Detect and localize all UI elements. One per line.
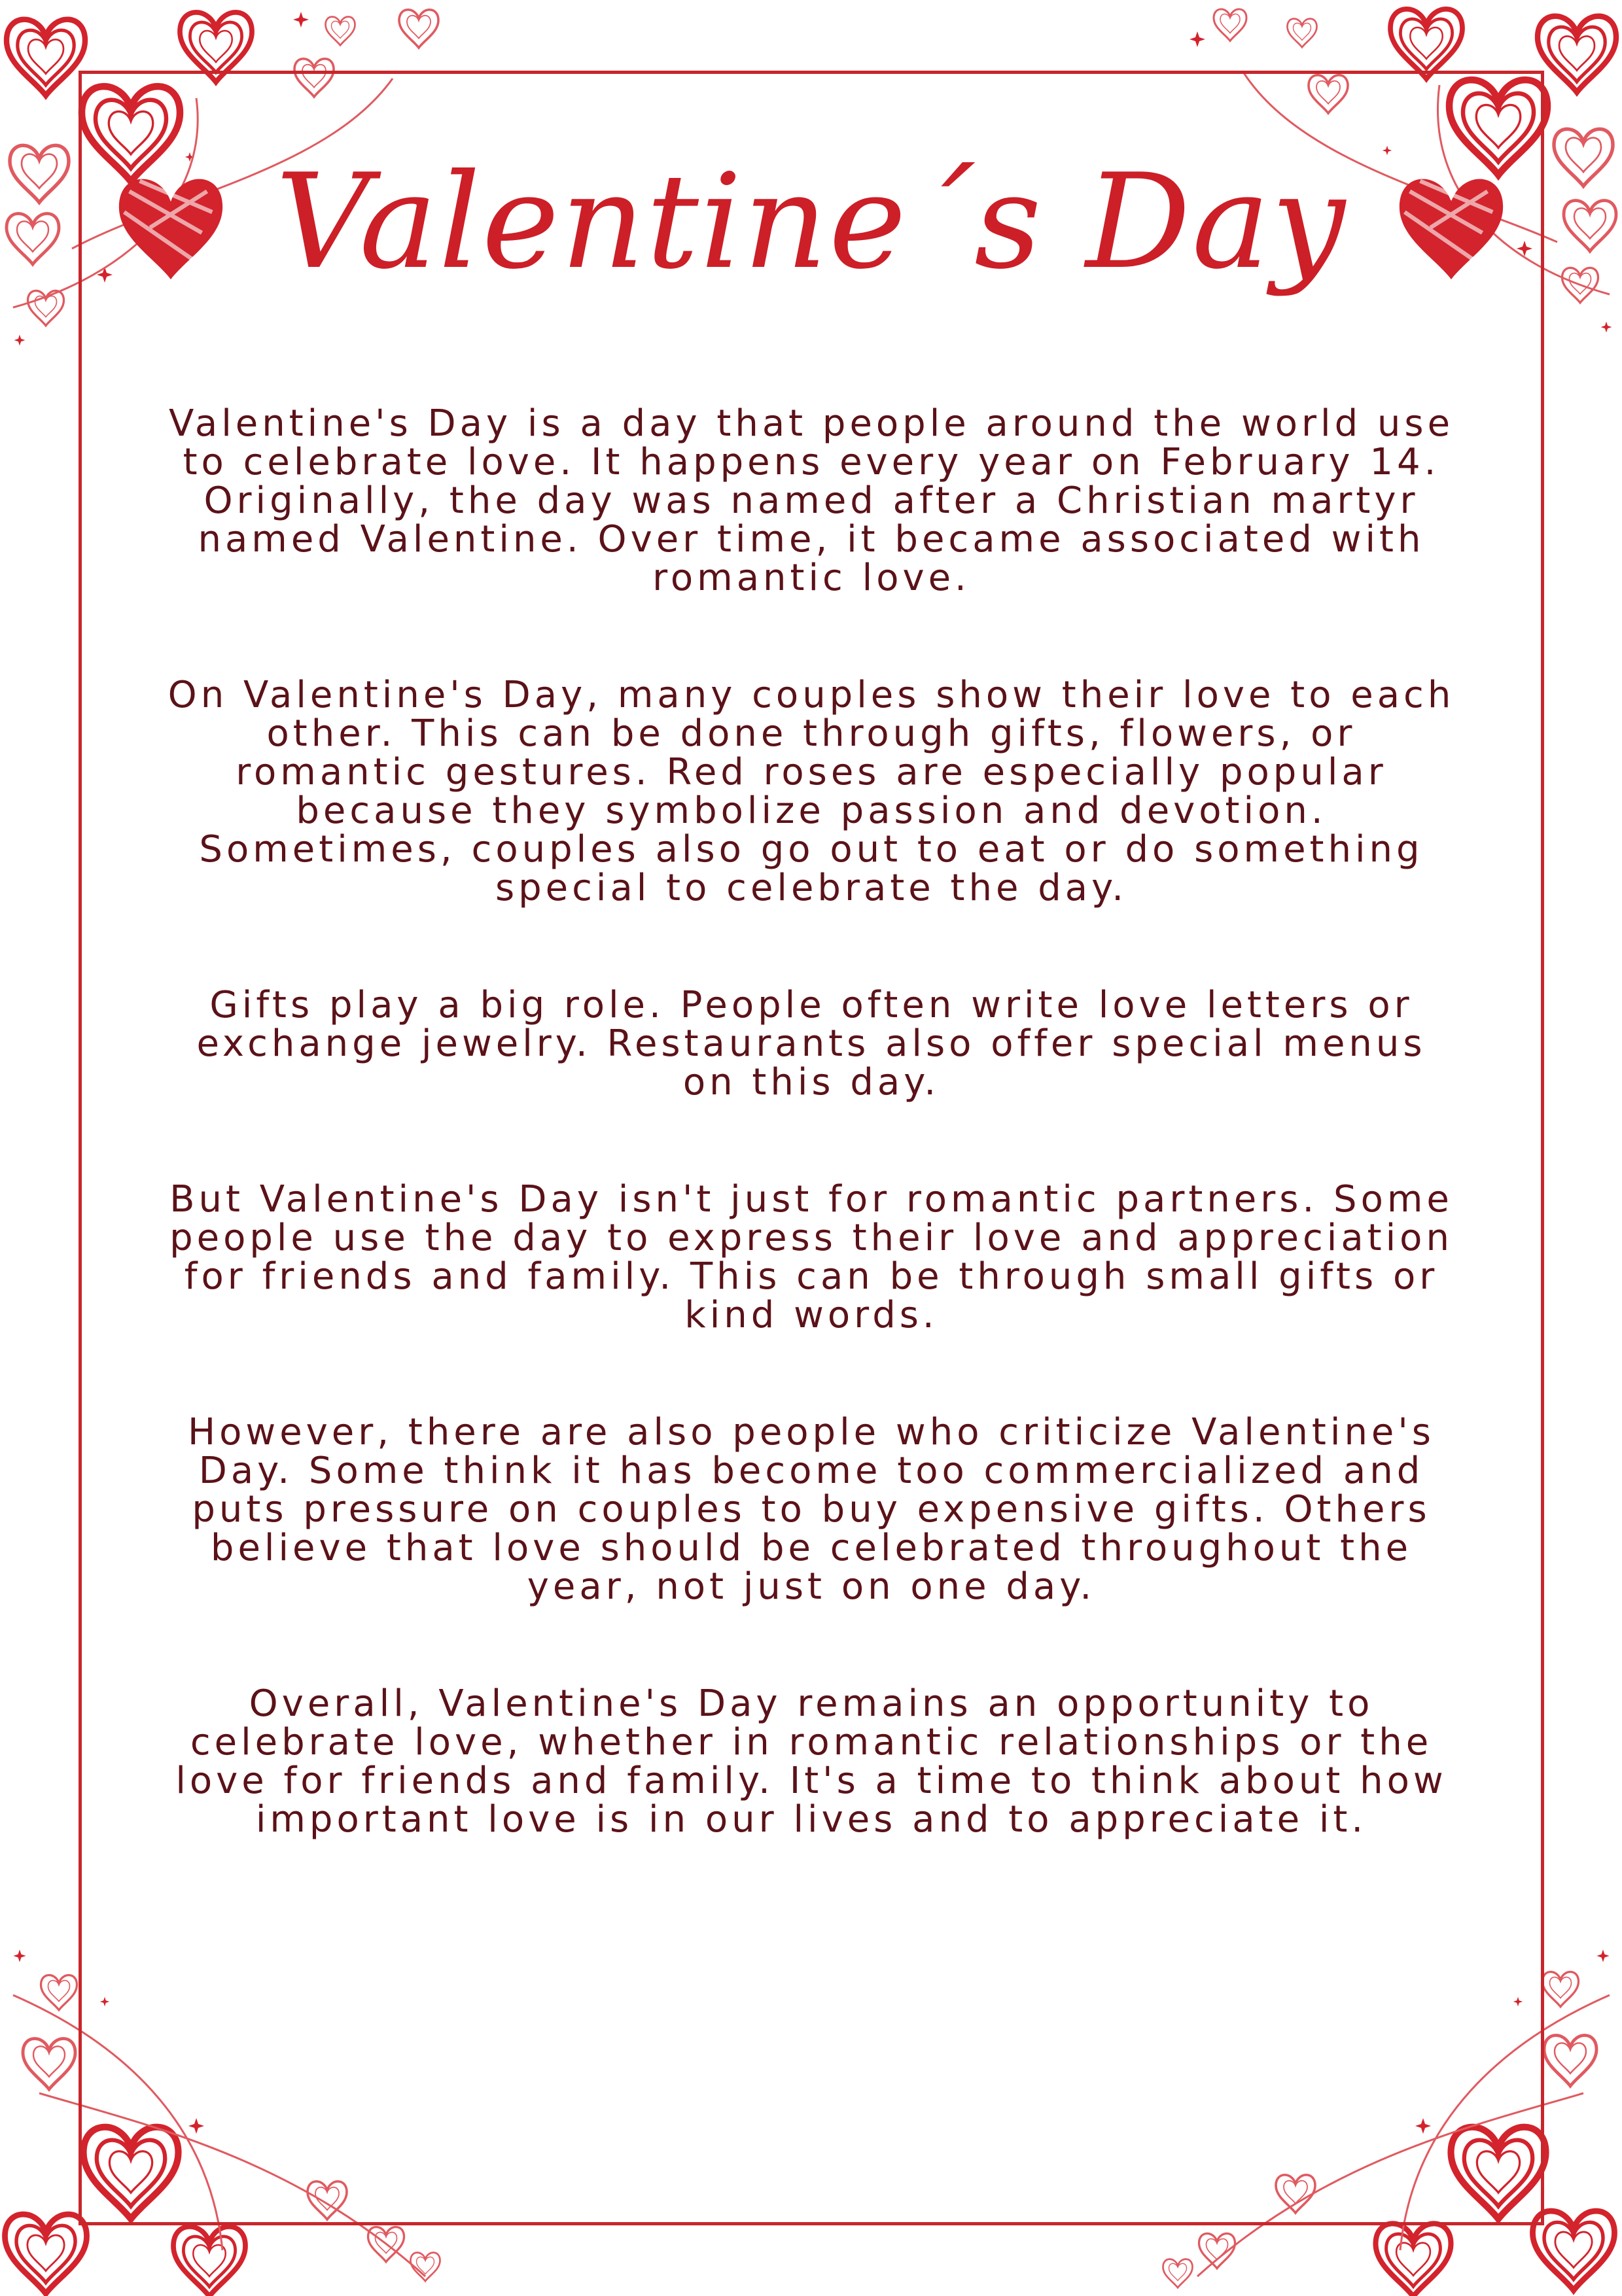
paragraph-conclusion: Overall, Valentine's Day remains an opportunity to celebrate love, whether in romantic relationships or the love for friends and family. It's a time to think about how important love is in our lives and to appreciate it. — [175, 1682, 1447, 1841]
title-row — [0, 124, 1622, 321]
body-text — [164, 404, 1459, 1839]
paragraph-gifts: Gifts play a big role. People often write love letters or exchange jewelry. Restaurants also offer special menus on this day. — [196, 984, 1426, 1104]
paragraph-couples: On Valentine's Day, many couples show their love to each other. This can be done through gifts, flowers, or romantic gestures. Red roses are especially popular because they symbolize passion and devotion. Sometimes, couples also go out to eat or do something special to celebrate the day. — [167, 674, 1455, 909]
heart-icon — [1386, 160, 1517, 285]
page-title: Valentine´s Day — [275, 146, 1347, 298]
paragraph-intro: Valentine's Day is a day that people around the world use to celebrate love. It happens every year on February 14. Originally, the day was named after a Christian martyr named Valentine. Over time, it became associated with romantic love. — [168, 402, 1455, 599]
heart-icon — [105, 160, 236, 285]
paragraph-criticism: However, there are also people who criticize Valentine's Day. Some think it has become too commercialized and puts pressure on couples to buy expensive gifts. Others believe that love should be celebrated throughout the year, not just on one day. — [188, 1411, 1435, 1608]
paragraph-friends-family: But Valentine's Day isn't just for romantic partners. Some people use the day to express their love and appreciation for friends and family. This can be through small gifts or kind words. — [169, 1178, 1453, 1336]
